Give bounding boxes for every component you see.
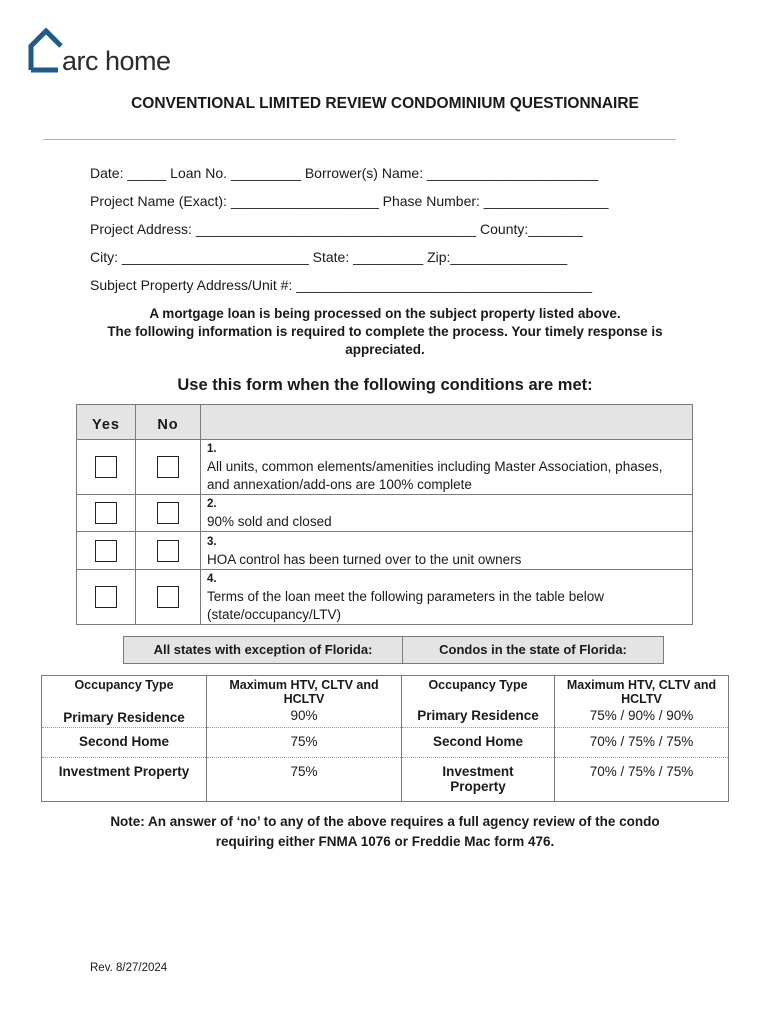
- notice-line-3: appreciated.: [345, 342, 425, 357]
- condition-2-no-checkbox[interactable]: [157, 502, 179, 524]
- condition-2-text: 90% sold and closed: [207, 514, 332, 529]
- condition-4-number: 4.: [207, 573, 217, 585]
- row-3-max: 75%: [207, 758, 402, 802]
- condition-3-number: 3.: [207, 535, 217, 548]
- agency-review-note: [60, 812, 710, 852]
- col-occupancy-type-fl: Occupancy Type: [402, 676, 555, 709]
- row-2-max: 75%: [207, 728, 402, 758]
- col-occupancy-type: Occupancy Type: [42, 676, 207, 709]
- notice-line-2: The following information is required to complete the process. Your timely response is: [107, 324, 663, 339]
- loan-parameters-table: [41, 675, 729, 802]
- col-max-cltv-fl: Maximum HTV, CLTV and HCLTV: [555, 676, 729, 709]
- project-address-county-fields[interactable]: Project Address: ____________________________________ County:_______: [90, 221, 583, 237]
- conditions-table: [76, 404, 693, 625]
- non-florida-header: All states with exception of Florida:: [123, 636, 403, 664]
- row-2-max-fl: 70% / 75% / 75%: [555, 728, 729, 758]
- row-2-occupancy-fl: Second Home: [402, 728, 555, 758]
- no-header: No: [157, 417, 179, 433]
- processing-notice: [80, 305, 690, 359]
- condition-4-no-checkbox[interactable]: [157, 586, 179, 608]
- condition-2-number: 2.: [207, 498, 217, 510]
- condition-1-number: 1.: [207, 443, 217, 455]
- florida-header: Condos in the state of Florida:: [402, 636, 664, 664]
- row-1-occupancy: Primary Residence: [42, 708, 207, 728]
- subject-property-address-field[interactable]: Subject Property Address/Unit #: ______________________________________: [90, 277, 593, 293]
- revision-date: Rev. 8/27/2024: [90, 962, 168, 974]
- row-1-occupancy-fl: Primary Residence: [402, 708, 555, 728]
- yes-header: Yes: [92, 417, 120, 433]
- note-line-2: requiring either FNMA 1076 or Freddie Mac form 476.: [215, 834, 555, 849]
- condition-1-yes-checkbox[interactable]: [95, 456, 117, 478]
- col-max-cltv: Maximum HTV, CLTV and HCLTV: [207, 676, 402, 709]
- condition-4-text: Terms of the loan meet the following parameters in the table below (state/occupancy/LTV): [207, 589, 604, 622]
- condition-3-text: HOA control has been turned over to the unit owners: [207, 551, 522, 567]
- condition-4-yes-checkbox[interactable]: [95, 586, 117, 608]
- note-line-1: Note: An answer of ‘no’ to any of the above requires a full agency review of the condo: [110, 814, 660, 829]
- row-3-max-fl: 70% / 75% / 75%: [555, 758, 729, 802]
- logo-text: arc home: [62, 46, 171, 76]
- notice-line-1: A mortgage loan is being processed on the subject property listed above.: [149, 306, 621, 321]
- page-title: CONVENTIONAL LIMITED REVIEW CONDOMINIUM QUESTIONNAIRE: [131, 95, 639, 112]
- row-3-occupancy: Investment Property: [42, 758, 207, 802]
- condition-1-no-checkbox[interactable]: [157, 456, 179, 478]
- row-1-max-fl: 75% / 90% / 90%: [555, 708, 729, 728]
- row-3-occupancy-fl: Investment Property: [402, 758, 555, 802]
- title-divider: [43, 139, 676, 140]
- city-state-zip-fields[interactable]: City: ________________________ State: _________ Zip:_______________: [90, 249, 568, 265]
- conditions-title: Use this form when the following conditions are met:: [177, 376, 593, 394]
- condition-1-text: All units, common elements/amenities including Master Association, phases, and annexation/add-ons are 100% complete: [207, 459, 663, 492]
- condition-header-blank: [201, 405, 693, 440]
- row-2-occupancy: Second Home: [42, 728, 207, 758]
- date-loan-borrower-fields[interactable]: Date: _____ Loan No. _________ Borrower(s) Name: ______________________: [90, 165, 599, 181]
- condition-2-yes-checkbox[interactable]: [95, 502, 117, 524]
- condition-3-no-checkbox[interactable]: [157, 540, 179, 562]
- project-name-phase-fields[interactable]: Project Name (Exact): ___________________ Phase Number: ________________: [90, 193, 609, 209]
- row-1-max: 90%: [207, 708, 402, 728]
- condition-3-yes-checkbox[interactable]: [95, 540, 117, 562]
